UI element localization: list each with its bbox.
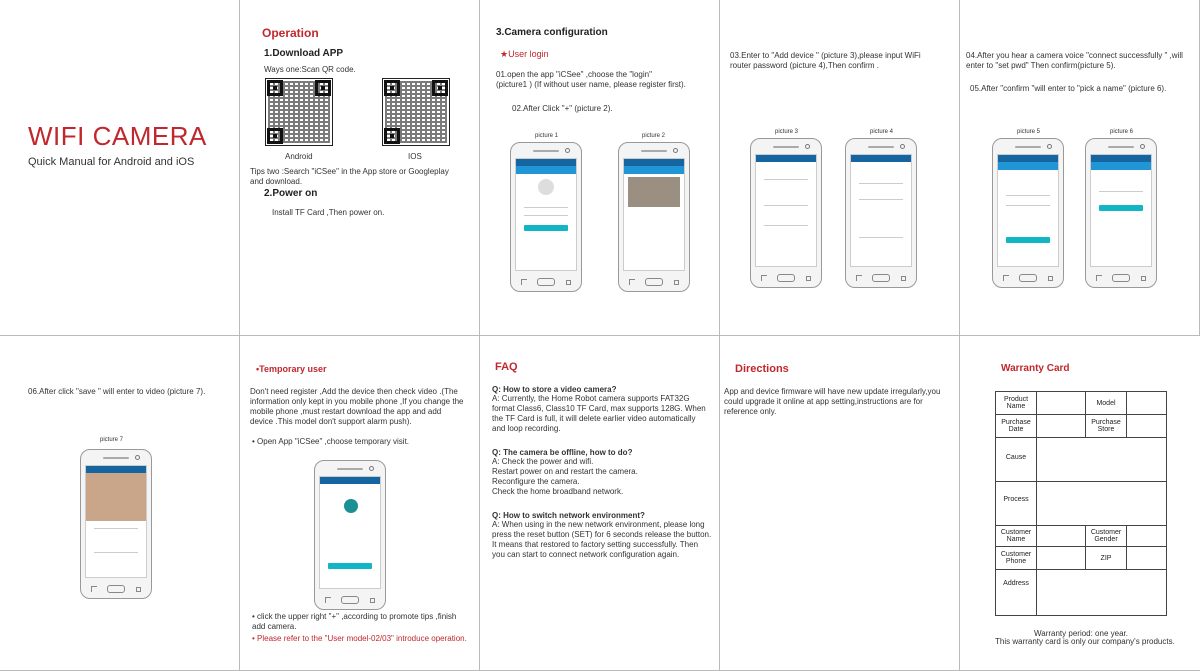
phone-temporary (314, 460, 386, 610)
faq-a2: A: Check the power and wifi. Restart power on and restart the camera. Reconfigure the camera. Check the home broadband network. (492, 457, 638, 496)
faq-heading: FAQ (495, 361, 518, 373)
cover-subtitle: Quick Manual for Android and iOS (28, 156, 195, 168)
step02-text: 02.After Click "+" (picture 2). (512, 104, 613, 113)
customer-name-label: Customer Name (996, 526, 1037, 547)
config-panel (480, 0, 720, 336)
android-label: Android (285, 152, 313, 161)
operation-panel (240, 0, 480, 336)
directions-text: App and device firmware will have new update irregularly,you could upgrade it online at app setting,instructions are for reference only. (724, 387, 941, 416)
phone-picture5 (992, 138, 1064, 288)
user-login-heading: ★User login (500, 49, 549, 59)
address-label: Address (996, 570, 1037, 616)
picture5-label: picture 5 (1017, 129, 1041, 135)
warranty-footer1: Warranty period: one year. (1034, 629, 1128, 638)
warranty-footer2: This warranty card is only our company's products. (995, 637, 1175, 646)
ways-one-text: Ways one:Scan QR code. (264, 65, 356, 74)
phone-picture7 (80, 449, 152, 599)
model-value[interactable] (1127, 392, 1167, 415)
directions-heading: Directions (735, 363, 789, 375)
zip-label: ZIP (1086, 547, 1127, 570)
product-name-value[interactable] (1037, 392, 1086, 415)
faq-q3: Q: How to switch network environment? (492, 511, 645, 520)
picture7-label: picture 7 (100, 437, 124, 443)
product-name-label: Product Name (996, 392, 1037, 415)
temporary-heading: •Temporary user (256, 364, 327, 374)
temporary-bullet3: • Please refer to the "User model-02/03" introduce operation. (252, 634, 467, 643)
operation-heading: Operation (262, 26, 319, 40)
phone-picture4 (845, 138, 917, 288)
picture1-label: picture 1 (535, 133, 559, 139)
purchase-date-label: Purchase Date (996, 415, 1037, 438)
model-label: Model (1086, 392, 1127, 415)
ios-qr-code (382, 78, 450, 146)
step04-text: 04.After you hear a camera voice "connect successfully " ,will enter to "set pwd" Then confirm(picture 5). (966, 51, 1183, 70)
picture2-label: picture 2 (642, 133, 666, 139)
step05-text: 05.After "confirm "will enter to "pick a name" (picture 6). (970, 84, 1167, 93)
purchase-store-value[interactable] (1127, 415, 1167, 438)
cause-label: Cause (996, 438, 1037, 482)
picture4-label: picture 4 (870, 129, 894, 135)
directions-panel (720, 336, 960, 671)
faq-a3: A: When using in the new network environment, please long press the reset button (SET) for 6 seconds release the button. It means that restored to factory setting successfully. Then you can start to connect network configuration again. (492, 520, 712, 559)
process-value[interactable] (1037, 482, 1167, 526)
step03-text: 03.Enter to "Add device " (picture 3),please input WiFi router password (picture 4),Then confirm . (730, 51, 921, 70)
process-label: Process (996, 482, 1037, 526)
zip-value[interactable] (1127, 547, 1167, 570)
phone-picture3 (750, 138, 822, 288)
faq-q2: Q: The camera be offline, how to do? (492, 448, 633, 457)
warranty-heading: Warranty Card (1001, 363, 1070, 374)
warranty-table (995, 391, 1167, 616)
customer-gender-value[interactable] (1127, 526, 1167, 547)
temporary-paragraph: Don't need register ,Add the device then check video .(The information only kept in you mobile phone ,If you change the mobile phone ,must restart download the app and add device .This model don't support alarm push). (250, 387, 464, 426)
faq-panel (480, 336, 720, 671)
customer-gender-label: Customer Gender (1086, 526, 1127, 547)
phone-picture2 (618, 142, 690, 292)
tips-two-text: Tips two :Search "iCSee" in the App store or Googleplay and download. (250, 167, 449, 186)
temporary-bullet2: • click the upper right "+" ,according to promote tips ,finish add camera. (252, 612, 457, 631)
step06-text: 06.After click "save " will enter to video (picture 7). (28, 387, 206, 396)
power-heading: 2.Power on (264, 188, 318, 199)
faq-q1: Q: How to store a video camera? (492, 385, 617, 394)
customer-phone-value[interactable] (1037, 547, 1086, 570)
download-heading: 1.Download APP (264, 48, 344, 59)
ios-label: IOS (408, 152, 422, 161)
warranty-panel (960, 336, 1200, 671)
step06-panel (0, 336, 240, 671)
cause-value[interactable] (1037, 438, 1167, 482)
android-qr-code (265, 78, 333, 146)
phone-picture1 (510, 142, 582, 292)
cover-title: WIFI CAMERA (28, 121, 207, 151)
step04-panel (960, 0, 1200, 336)
step03-panel (720, 0, 960, 336)
cover-panel (0, 0, 240, 336)
customer-name-value[interactable] (1037, 526, 1086, 547)
config-heading: 3.Camera configuration (496, 27, 608, 38)
step01-text: 01.open the app "iCSee" ,choose the "login" (picture1 ) (If without user name, please register first). (496, 70, 686, 89)
phone-picture6 (1085, 138, 1157, 288)
picture3-label: picture 3 (775, 129, 799, 135)
address-value[interactable] (1037, 570, 1167, 616)
temporary-panel (240, 336, 480, 671)
temporary-bullet1: • Open App "iCSee" ,choose temporary visit. (252, 437, 410, 446)
faq-a1: A: Currently, the Home Robot camera supports FAT32G format Class6, Class10 TF Card, max supports 128G. When the TF Card is full, it will delete earlier video automatically and loop recording. (492, 394, 706, 433)
purchase-date-value[interactable] (1037, 415, 1086, 438)
power-text: Install TF Card ,Then power on. (272, 208, 385, 217)
purchase-store-label: Purchase Store (1086, 415, 1127, 438)
picture6-label: picture 6 (1110, 129, 1134, 135)
customer-phone-label: Customer Phone (996, 547, 1037, 570)
